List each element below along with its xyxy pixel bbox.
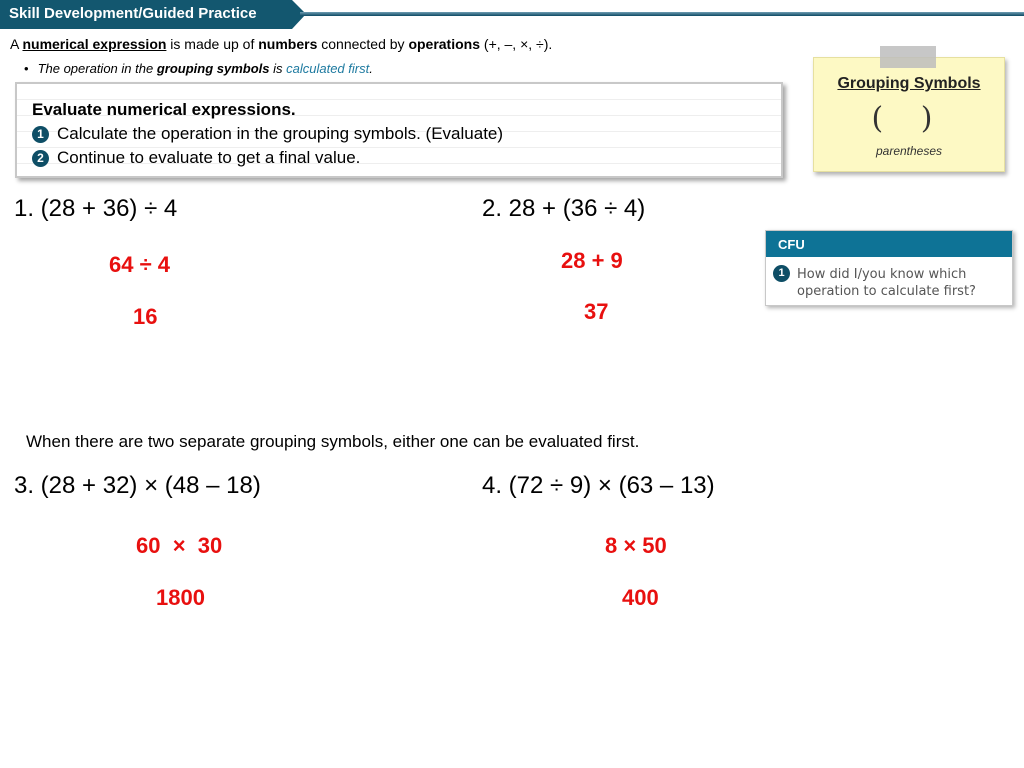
- step-2-text: Continue to evaluate to get a final value.: [57, 148, 361, 167]
- problem-2-expression: 2. 28 + (36 ÷ 4): [482, 195, 646, 222]
- parentheses-symbols: ( ): [871, 101, 947, 136]
- definition-operations: operations: [408, 36, 481, 52]
- definition-middle: is made up of: [166, 36, 259, 52]
- steps-title: Evaluate numerical expressions.: [32, 100, 296, 119]
- definition-prefix: A: [10, 36, 23, 52]
- step-2-number-icon: 2: [32, 150, 49, 167]
- cfu-question: How did I/you know which operation to calculate first?: [797, 267, 976, 299]
- problem-2-answer: 37: [584, 299, 609, 324]
- note-end: .: [369, 61, 373, 76]
- cfu-number-icon: 1: [773, 265, 790, 282]
- cfu-box: [765, 230, 1013, 306]
- problem-1-expression: 1. (28 + 36) ÷ 4: [14, 195, 178, 222]
- step-2: [32, 148, 360, 168]
- evaluate-steps-box: [15, 82, 783, 178]
- sticky-note-caption: parentheses: [875, 144, 943, 158]
- grouping-tip: When there are two separate grouping symbols, either one can be evaluated first.: [26, 432, 640, 451]
- problem-2-step: 28 + 9: [561, 248, 623, 273]
- step-1-text: Calculate the operation in the grouping symbols. (Evaluate): [57, 124, 504, 143]
- problem-4-step: 8 × 50: [605, 533, 667, 558]
- note-accent: calculated first: [286, 61, 370, 76]
- bullet-note: [24, 61, 373, 76]
- problem-4-expression: 4. (72 ÷ 9) × (63 – 13): [482, 472, 715, 499]
- step-1: [32, 124, 503, 144]
- problem-1-answer: 16: [133, 304, 158, 329]
- tape-strip: [880, 46, 936, 68]
- note-bold: grouping symbols: [156, 61, 270, 76]
- cfu-label: CFU: [778, 237, 805, 252]
- problem-3-step: 60 × 30: [136, 533, 223, 558]
- problem-3-answer: 1800: [156, 585, 205, 610]
- definition-text: [10, 36, 552, 52]
- bullet-glyph: •: [24, 61, 29, 76]
- problem-4-answer: 400: [622, 585, 659, 610]
- definition-term: numerical expression: [22, 36, 167, 52]
- definition-ops-list: (+, –, ×, ÷).: [480, 36, 553, 52]
- grouping-symbols-sticky-note: [813, 57, 1005, 172]
- definition-numbers: numbers: [258, 36, 318, 52]
- note-part1: The operation in the: [37, 61, 157, 76]
- problem-3-expression: 3. (28 + 32) × (48 – 18): [14, 472, 261, 499]
- header-rule: [300, 12, 1024, 16]
- sticky-note-title: Grouping Symbols: [837, 75, 981, 92]
- problem-1-step: 64 ÷ 4: [109, 252, 171, 277]
- step-1-number-icon: 1: [32, 126, 49, 143]
- definition-connector: connected by: [317, 36, 409, 52]
- note-part2: is: [269, 61, 287, 76]
- section-title: Skill Development/Guided Practice: [9, 5, 257, 22]
